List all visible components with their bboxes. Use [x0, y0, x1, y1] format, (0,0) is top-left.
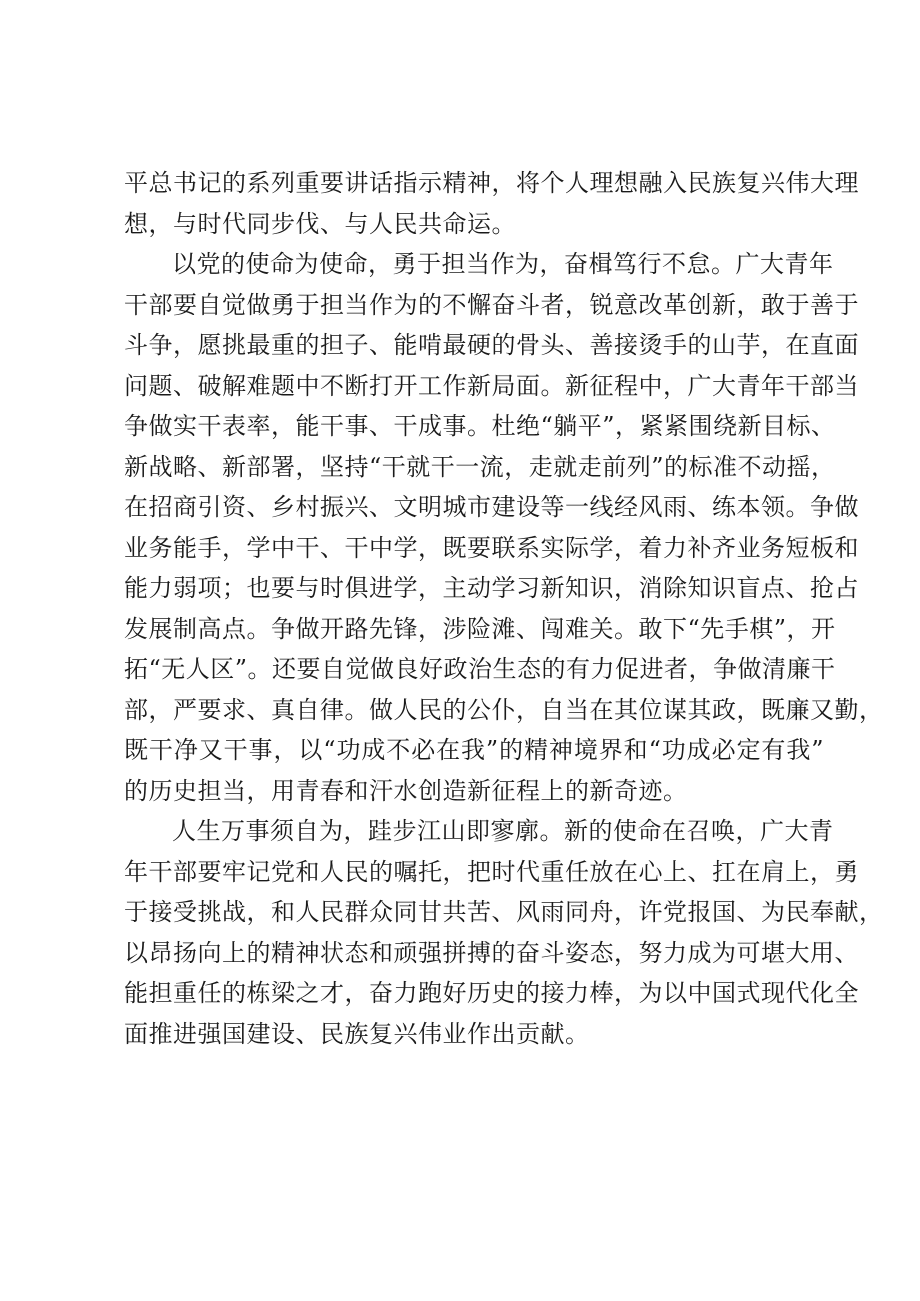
- paragraph-2-line-1: 以党的使命为使命，勇于担当作为，奋楫笃行不怠。广大青年: [172, 250, 834, 278]
- paragraph-2-line-12: 部，严要求、真自律。做人民的公仆，自当在其位谋其政，既廉又勤，: [124, 695, 884, 724]
- paragraph-2-line-2: 干部要自觉做勇于担当作为的不懈奋斗者，锐意改革创新，敢于善于: [124, 290, 859, 319]
- paragraph-3-line-1: 人生万事须自为，跬步江山即寥廓。新的使命在召唤，广大青: [172, 817, 834, 845]
- paragraph-2-line-13: 既干净又干事，以“功成不必在我”的精神境界和“功成必定有我”: [124, 736, 824, 764]
- paragraph-2-line-8: 业务能手，学中干、干中学，既要联系实际学，着力补齐业务短板和: [124, 533, 859, 562]
- paragraph-3-line-5: 能担重任的栋梁之才，奋力跑好历史的接力棒，为以中国式现代化全: [124, 979, 859, 1007]
- paragraph-3-line-3: 于接受挑战，和人民群众同甘共苦、风雨同舟，许党报国、为民奉献，: [124, 898, 884, 926]
- paragraph-2-line-3: 斗争，愿挑最重的担子、能啃最硬的骨头、善接烫手的山芋，在直面: [124, 331, 859, 359]
- paragraph-2-line-11: 拓“无人区”。还要自觉做良好政治生态的有力促进者，争做清廉干: [124, 655, 836, 683]
- paragraph-2-line-10: 发展制高点。争做开路先锋，涉险滩、闯难关。敢下“先手棋”，开: [124, 614, 836, 643]
- paragraph-1-line-1: 平总书记的系列重要讲话指示精神，将个人理想融入民族复兴伟大理: [124, 169, 859, 197]
- paragraph-2-line-5: 争做实干表率，能干事、干成事。杜绝“躺平”，紧紧围绕新目标、: [124, 412, 836, 440]
- document-body: [124, 163, 884, 1054]
- paragraph-3-line-2: 年干部要牢记党和人民的嘱托，把时代重任放在心上、扛在肩上，勇: [124, 857, 859, 886]
- paragraph-2-line-7: 在招商引资、乡村振兴、文明城市建设等一线经风雨、练本领。争做: [124, 493, 859, 521]
- paragraph-2-line-4: 问题、破解难题中不断打开工作新局面。新征程中，广大青年干部当: [124, 371, 859, 400]
- paragraph-3-line-4: 以昂扬向上的精神状态和顽强拼搏的奋斗姿态，努力成为可堪大用、: [124, 938, 859, 967]
- paragraph-2-line-6: 新战略、新部署，坚持“干就干一流，走就走前列”的标准不动摇，: [124, 452, 836, 481]
- paragraph-3-line-6: 面推进强国建设、民族复兴伟业作出贡献。: [124, 1019, 590, 1048]
- paragraph-2-line-14: 的历史担当，用青春和汗水创造新征程上的新奇迹。: [124, 776, 688, 805]
- paragraph-2-line-9: 能力弱项；也要与时俱进学，主动学习新知识，消除知识盲点、抢占: [124, 574, 859, 602]
- paragraph-1-line-2: 想，与时代同步伐、与人民共命运。: [124, 209, 516, 238]
